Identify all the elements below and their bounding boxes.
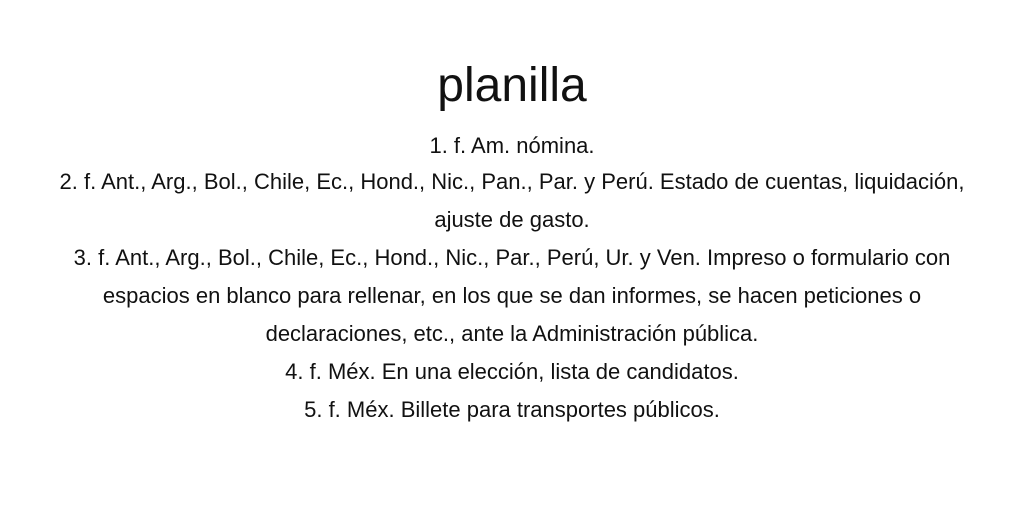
definition-5: 5. f. Méx. Billete para transportes públicos. bbox=[304, 397, 720, 422]
definition-3: 3. f. Ant., Arg., Bol., Chile, Ec., Hond., Nic., Par., Perú, Ur. y Ven. Impreso o formulario con espacios en blanco para rellenar, en los que se dan informes, se hacen peticiones o declaraciones, etc., ante la Administración pública. bbox=[73, 245, 951, 346]
definition-4: 4. f. Méx. En una elección, lista de candidatos. bbox=[285, 359, 739, 384]
definition-list bbox=[40, 129, 984, 429]
entry-title: planilla bbox=[437, 59, 587, 112]
definition-1: 1. f. Am. nómina. bbox=[429, 133, 595, 158]
definition-2: 2. f. Ant., Arg., Bol., Chile, Ec., Hond., Nic., Pan., Par. y Perú. Estado de cuentas, liquidación, ajuste de gasto. bbox=[59, 169, 965, 232]
